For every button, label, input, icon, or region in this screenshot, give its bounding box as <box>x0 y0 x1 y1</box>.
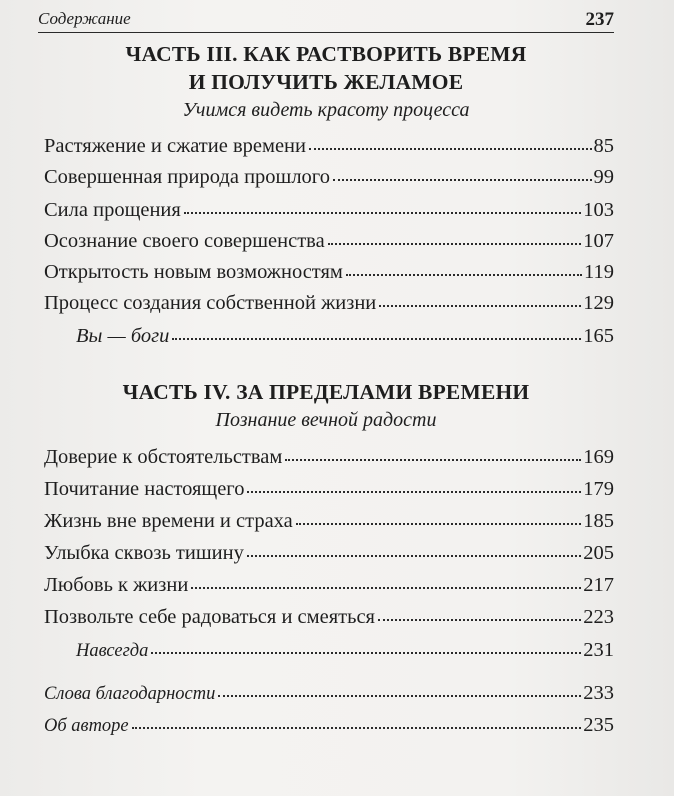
toc-entry-back-matter[interactable] <box>44 712 614 738</box>
toc-entry-page: 99 <box>593 166 614 188</box>
dot-leader <box>218 695 581 697</box>
toc-entry-title: Жизнь вне времени и страха <box>44 510 293 532</box>
toc-entry[interactable] <box>44 259 614 285</box>
toc-entry-title: Об авторе <box>44 716 129 736</box>
toc-entry-page: 119 <box>584 261 614 283</box>
toc-entry[interactable] <box>44 604 614 630</box>
toc-entry-page: 231 <box>583 639 614 661</box>
page-number: 237 <box>585 9 614 30</box>
dot-leader <box>191 587 581 589</box>
toc-entry-title: Растяжение и сжатие времени <box>44 135 306 157</box>
toc-entry-title: Слова благодарности <box>44 684 216 704</box>
toc-entry[interactable] <box>44 228 614 254</box>
dot-leader <box>328 243 582 245</box>
toc-entry-page: 185 <box>583 510 614 532</box>
toc-entry[interactable] <box>44 197 614 223</box>
dot-leader <box>247 491 581 493</box>
part4-title: ЧАСТЬ IV. ЗА ПРЕДЕЛАМИ ВРЕМЕНИ <box>122 380 530 404</box>
toc-entry[interactable] <box>44 508 614 534</box>
toc-entry-page: 233 <box>583 682 614 704</box>
toc-entry-title: Улыбка сквозь тишину <box>44 542 244 564</box>
toc-entry-page: 85 <box>593 135 614 157</box>
toc-entry-title: Позвольте себе радоваться и смеяться <box>44 606 375 628</box>
toc-entry[interactable] <box>44 133 614 159</box>
toc-entry-page: 103 <box>583 199 614 221</box>
toc-entry-page: 235 <box>583 714 614 736</box>
toc-entry[interactable] <box>44 164 614 190</box>
dot-leader <box>172 338 581 340</box>
toc-entry-title: Вы — боги <box>76 325 170 347</box>
toc-entry-title: Осознание своего совершенства <box>44 230 325 252</box>
dot-leader <box>247 555 581 557</box>
toc-entry-title: Открытость новым возможностям <box>44 261 343 283</box>
toc-entry-page: 169 <box>583 446 614 468</box>
toc-entry-afterword[interactable] <box>76 637 614 663</box>
toc-entry-title: Сила прощения <box>44 199 181 221</box>
toc-entry-title: Доверие к обстоятельствам <box>44 446 283 468</box>
toc-entry-page: 217 <box>583 574 614 596</box>
running-title: Содержание <box>38 9 131 28</box>
part3-title-line2: И ПОЛУЧИТЬ ЖЕЛАМОЕ <box>188 70 464 94</box>
dot-leader <box>285 459 581 461</box>
part4-subtitle: Познание вечной радости <box>215 409 437 431</box>
toc-entry[interactable] <box>44 290 614 316</box>
toc-entry[interactable] <box>44 540 614 566</box>
toc-entry-back-matter[interactable] <box>44 680 614 706</box>
dot-leader <box>132 727 582 729</box>
toc-entry-title: Почитание настоящего <box>44 478 245 500</box>
toc-entry-page: 129 <box>583 292 614 314</box>
toc-entry[interactable] <box>44 476 614 502</box>
toc-entry[interactable] <box>44 444 614 470</box>
dot-leader <box>346 274 582 276</box>
dot-leader <box>184 212 581 214</box>
toc-entry-title: Процесс создания собственной жизни <box>44 292 377 314</box>
toc-entry-page: 179 <box>583 478 614 500</box>
dot-leader <box>333 179 592 181</box>
dot-leader <box>296 523 581 525</box>
toc-entry-page: 165 <box>583 325 614 347</box>
toc-entry-page: 107 <box>583 230 614 252</box>
toc-entry-afterword[interactable] <box>76 323 614 349</box>
toc-entry-title: Навсегда <box>76 641 149 661</box>
part3-title-line1: ЧАСТЬ III. КАК РАСТВОРИТЬ ВРЕМЯ <box>125 42 527 66</box>
running-head <box>38 8 614 33</box>
dot-leader <box>151 652 581 654</box>
toc-entry[interactable] <box>44 572 614 598</box>
part3-subtitle: Учимся видеть красоту процесса <box>182 99 470 121</box>
toc-entry-page: 205 <box>583 542 614 564</box>
toc-entry-page: 223 <box>583 606 614 628</box>
toc-entry-title: Любовь к жизни <box>44 574 189 596</box>
dot-leader <box>309 148 592 150</box>
toc-entry-title: Совершенная природа прошлого <box>44 166 330 188</box>
dot-leader <box>379 305 581 307</box>
dot-leader <box>378 619 581 621</box>
